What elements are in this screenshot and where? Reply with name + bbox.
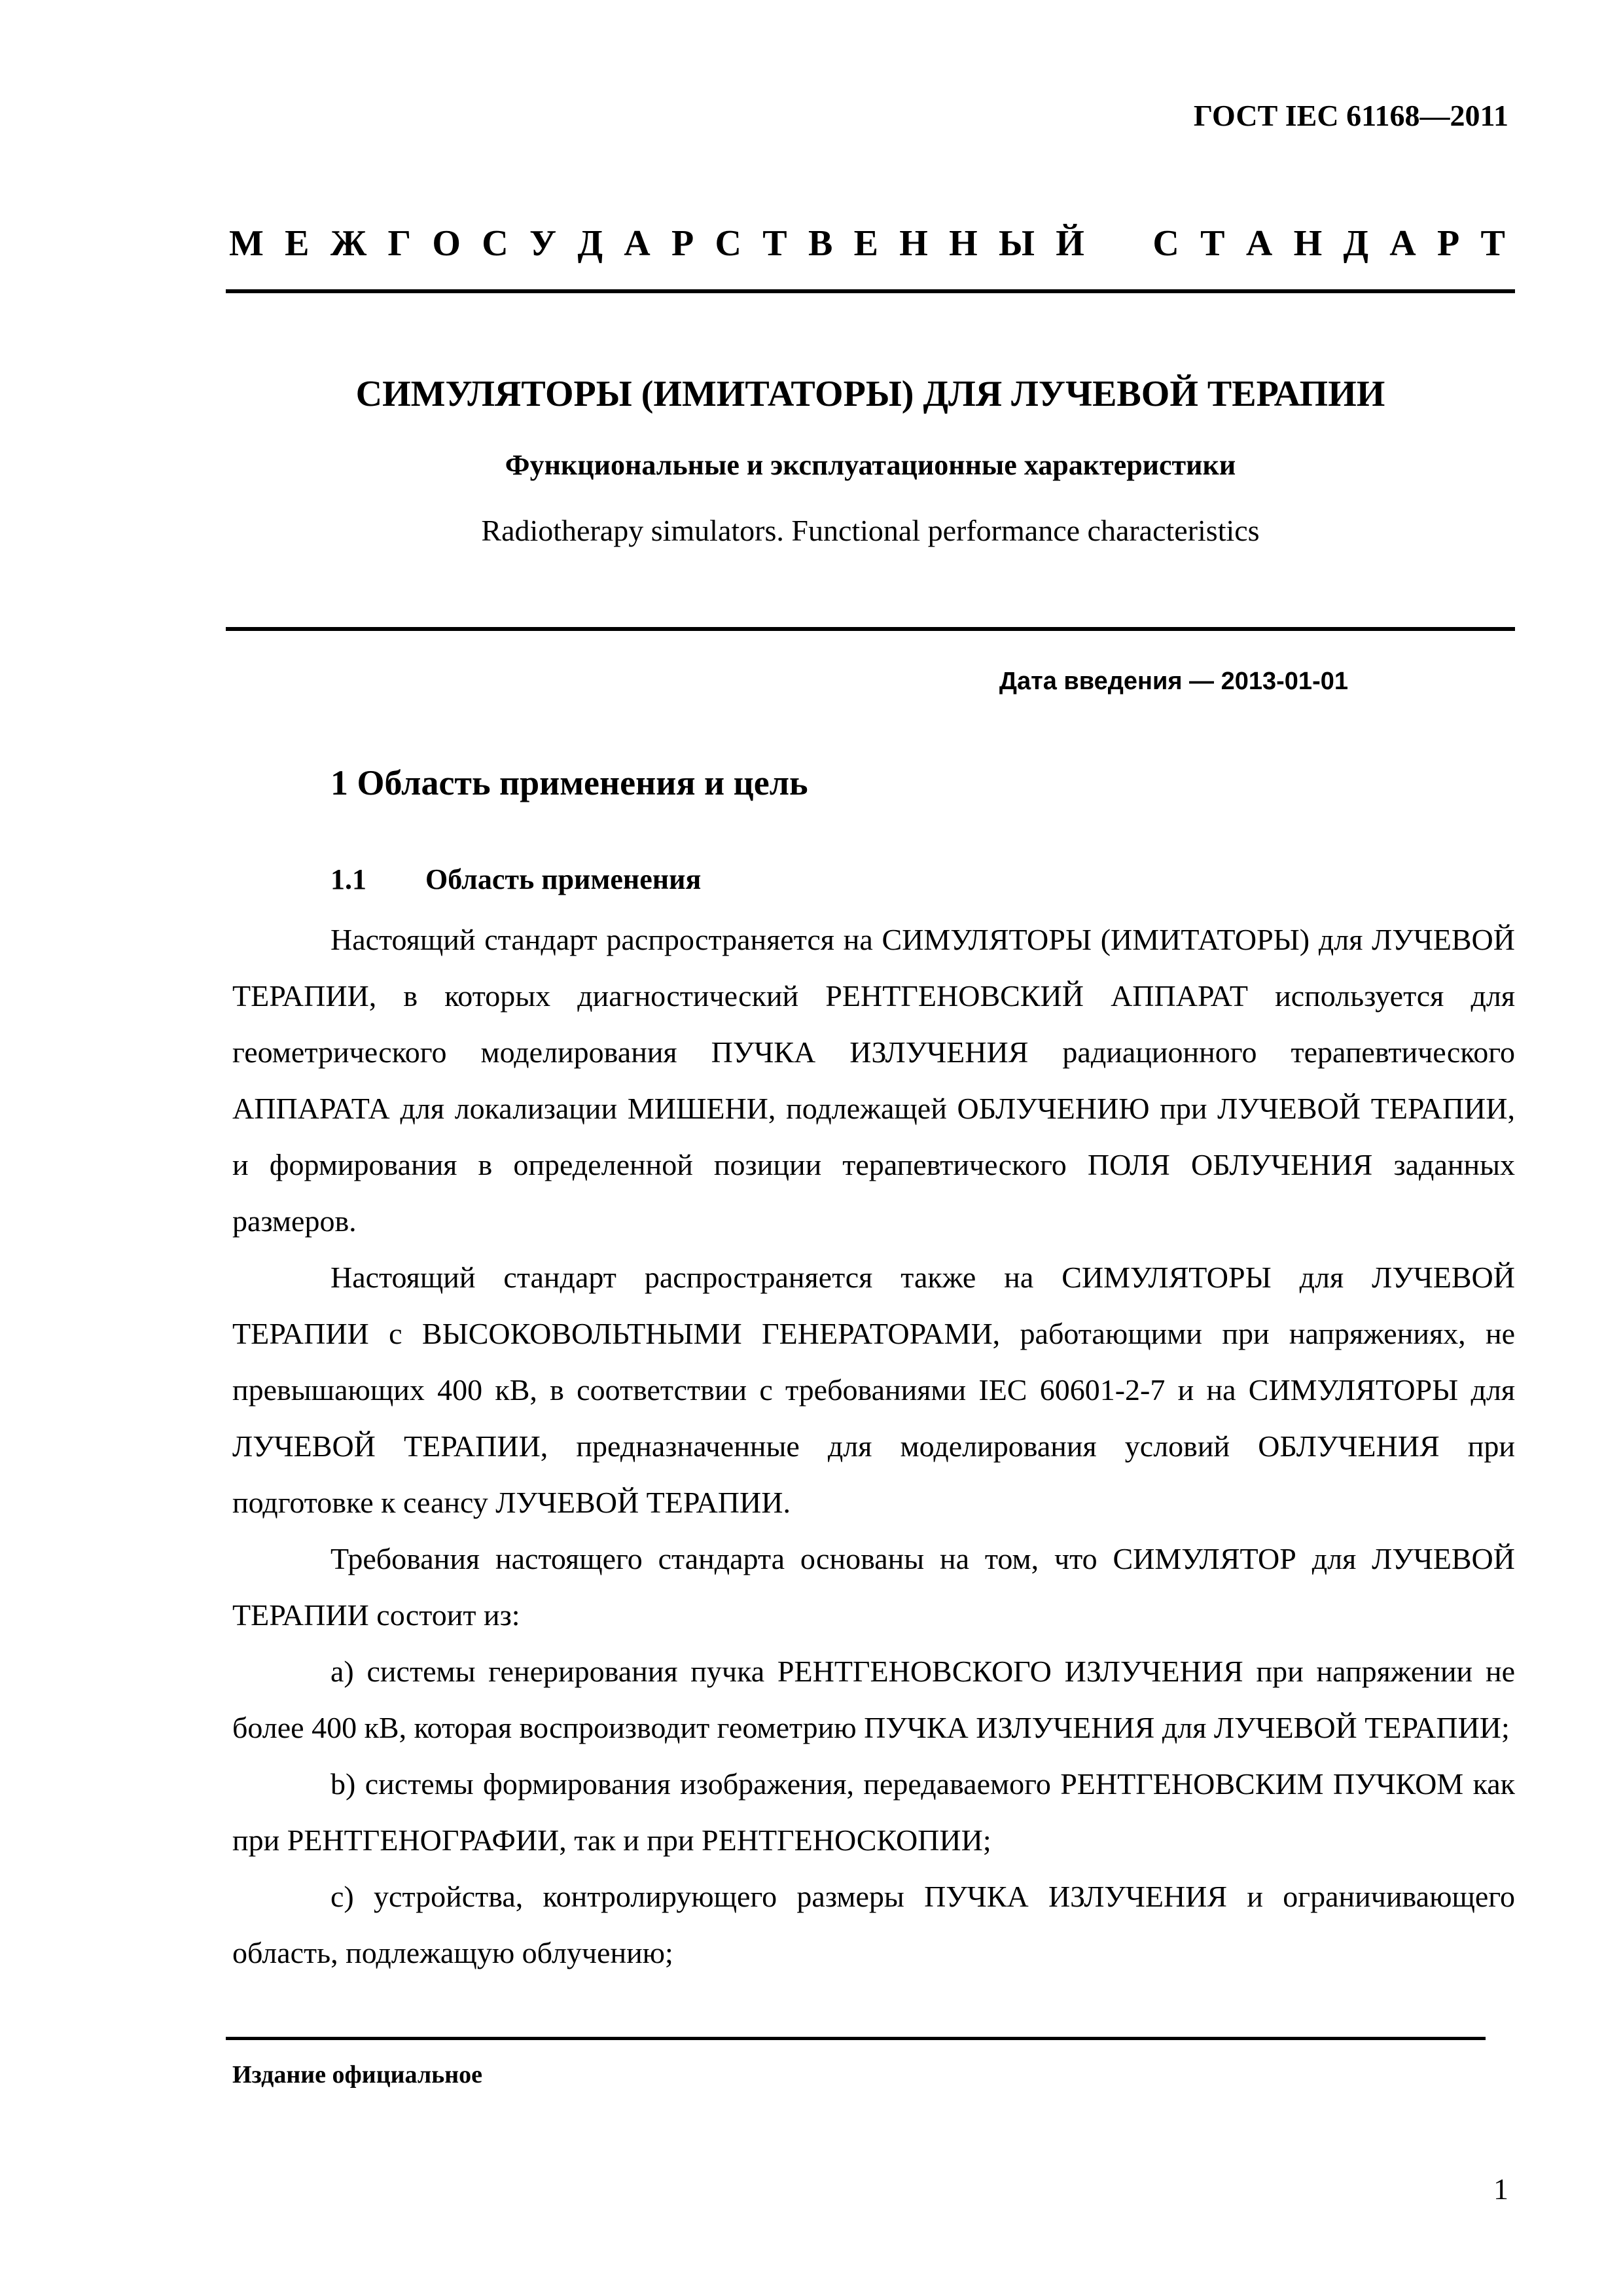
list-item-a: a) системы генерирования пучка РЕНТГЕНОВСКОГО ИЗЛУЧЕНИЯ при напряжении не более 400 кВ, которая воспроизводит геометрию ПУЧКА ИЗЛУЧЕНИЯ для ЛУЧЕВОЙ ТЕРАПИИ; <box>232 1655 1515 1744</box>
document-subtitle-en: Radiotherapy simulators. Functional performance characteristics <box>481 514 1260 547</box>
banner-letter: Н <box>899 223 928 264</box>
banner-letter: Н <box>949 223 978 264</box>
edition-label: Издание официальное <box>232 2061 483 2089</box>
banner-letter: Ж <box>330 223 367 264</box>
section-heading: 1 Область применения и цель <box>330 763 808 802</box>
banner-letter: О <box>432 223 461 264</box>
document-subtitle-ru: Функциональные и эксплуатационные характеристики <box>505 449 1236 481</box>
banner-letter: Е <box>853 223 878 264</box>
subsection-title: Область применения <box>425 863 702 895</box>
paragraph: Настоящий стандарт распространяется на СИМУЛЯТОРЫ (ИМИТАТОРЫ) для ЛУЧЕВОЙ ТЕРАПИИ, в которых диагностический РЕНТГЕНОВСКИЙ АППАРАТ используется для геометрического моделирования ПУЧКА ИЗЛУЧЕНИЯ радиационного терапевтического АППАРАТА для локализации МИШЕНИ, подлежащей ОБЛУЧЕНИЮ при ЛУЧЕВОЙ ТЕРАПИИ, и формирования в определенной позиции терапевтического ПОЛЯ ОБЛУЧЕНИЯ заданных размеров. <box>232 923 1515 1238</box>
subsection-number: 1.1 <box>330 863 366 895</box>
banner-letter: Т <box>762 223 787 264</box>
banner-letter: Н <box>1293 223 1323 264</box>
banner-letter: Г <box>387 223 412 264</box>
introduction-date: Дата введения — 2013-01-01 <box>999 668 1348 695</box>
top-divider <box>226 289 1515 293</box>
banner-letter: Д <box>577 223 603 264</box>
banner-letter: Д <box>1343 223 1368 264</box>
banner-letter: С <box>715 223 741 264</box>
banner-letter: Ы <box>998 223 1035 264</box>
title-divider <box>226 627 1515 631</box>
list-item-c: c) устройства, контролирующего размеры ПУЧКА ИЗЛУЧЕНИЯ и ограничивающего область, подлежащую облучению; <box>232 1880 1515 1969</box>
banner-letter: В <box>808 223 833 264</box>
paragraph: Настоящий стандарт распространяется также на СИМУЛЯТОРЫ для ЛУЧЕВОЙ ТЕРАПИИ с ВЫСОКОВОЛЬТНЫМИ ГЕНЕРАТОРАМИ, работающими при напряжениях, не превышающих 400 кВ, в соответствии с требованиями IEC 60601-2-7 и на СИМУЛЯТОРЫ для ЛУЧЕВОЙ ТЕРАПИИ, предназначенные для моделирования условий ОБЛУЧЕНИЯ при подготовке к сеансу ЛУЧЕВОЙ ТЕРАПИИ. <box>232 1261 1515 1519</box>
banner-letter: А <box>1245 223 1273 264</box>
document-title: СИМУЛЯТОРЫ (ИМИТАТОРЫ) ДЛЯ ЛУЧЕВОЙ ТЕРАПИИ <box>355 374 1385 414</box>
banner-letter: Т <box>1200 223 1225 264</box>
standard-type-banner <box>229 223 1505 264</box>
banner-letter: Р <box>1437 223 1460 264</box>
paragraph: Требования настоящего стандарта основаны на том, что СИМУЛЯТОР для ЛУЧЕВОЙ ТЕРАПИИ состоит из: <box>232 1542 1515 1632</box>
banner-letter: С <box>482 223 508 264</box>
banner-letter: Е <box>285 223 310 264</box>
banner-letter: Т <box>1480 223 1505 264</box>
document-code: ГОСТ IEC 61168—2011 <box>1193 99 1508 132</box>
banner-letter: Р <box>671 223 694 264</box>
banner-letter: У <box>529 223 557 264</box>
banner-letter: С <box>1152 223 1179 264</box>
subsection-heading <box>330 863 701 896</box>
banner-letter: А <box>624 223 651 264</box>
banner-letter: Й <box>1056 223 1084 264</box>
footer-divider <box>226 2037 1486 2040</box>
section-body <box>232 912 1515 1981</box>
list-item-b: b) системы формирования изображения, передаваемого РЕНТГЕНОВСКИМ ПУЧКОМ как при РЕНТГЕНОГРАФИИ, так и при РЕНТГЕНОСКОПИИ; <box>232 1767 1515 1857</box>
banner-letter: А <box>1389 223 1416 264</box>
banner-word-gap <box>1105 223 1132 264</box>
page-number: 1 <box>1493 2172 1508 2206</box>
banner-letter: М <box>229 223 264 264</box>
